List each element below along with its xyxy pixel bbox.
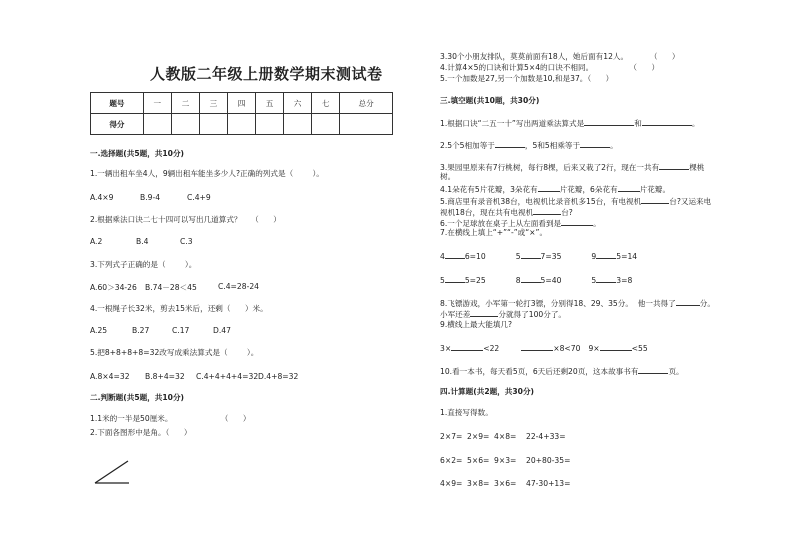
score-cell[interactable] bbox=[284, 114, 312, 135]
calc-item: 3×8= bbox=[467, 479, 490, 488]
section2-heading: 二.判断题(共5题，共10分) bbox=[90, 393, 185, 402]
answer-blank[interactable] bbox=[561, 217, 593, 226]
text: 。 bbox=[610, 141, 618, 150]
fill-question-10 bbox=[440, 365, 684, 377]
text: 3.果园里原来有7行桃树，每行8棵，后来又栽了2行，现在一共有 bbox=[440, 163, 660, 172]
section1-heading: 一.选择题(共5题，共10分) bbox=[90, 149, 185, 158]
text: 4.1朵花有5片花瓣，3朵花有 bbox=[440, 185, 538, 194]
fill-question-2 bbox=[440, 139, 618, 151]
text: 页。 bbox=[668, 367, 684, 376]
score-header-cell: 六 bbox=[284, 93, 312, 114]
text: 9 bbox=[591, 252, 597, 261]
ops-row-2 bbox=[440, 274, 632, 286]
ops-row-1 bbox=[440, 250, 637, 262]
question-1-5: 5.把8+8+8+8=32改写成乘法算式是（ ）。 bbox=[90, 348, 259, 357]
section4-heading: 四.计算题(共2题，共30分) bbox=[440, 387, 535, 396]
score-cell[interactable] bbox=[312, 114, 340, 135]
calc-item: 22-4+33= bbox=[526, 432, 566, 441]
fill-question-7: 7.在横线上填上“+”“-”或“×”。 bbox=[440, 228, 548, 237]
answer-blank[interactable] bbox=[495, 139, 525, 148]
score-table-header-row bbox=[91, 93, 393, 114]
text: 分。 bbox=[699, 299, 715, 308]
calc-item: 6×2= bbox=[440, 456, 463, 465]
answer-blank[interactable] bbox=[538, 183, 560, 192]
option: A.25 bbox=[90, 326, 108, 335]
option: C.4+4+4+4=32 bbox=[196, 372, 259, 381]
text: 。 bbox=[691, 119, 700, 128]
calc-item: 2×7= bbox=[440, 432, 463, 441]
score-header-cell: 四 bbox=[227, 93, 255, 114]
text: 。 bbox=[593, 219, 601, 228]
operator-blank[interactable] bbox=[521, 274, 541, 283]
score-cell[interactable] bbox=[256, 114, 284, 135]
option: B.4 bbox=[136, 237, 149, 246]
answer-blank[interactable] bbox=[600, 342, 632, 351]
operator-blank[interactable] bbox=[445, 250, 465, 259]
option: D.4+8=32 bbox=[258, 372, 299, 381]
score-row-label: 得分 bbox=[91, 114, 144, 135]
text: 5 bbox=[515, 252, 521, 261]
calc-item: 9×3= bbox=[494, 456, 517, 465]
judge-question-4: 4.计算4×5的口诀和计算5×4的口诀不相同。 （ ） bbox=[440, 63, 660, 72]
score-header-cell: 一 bbox=[143, 93, 171, 114]
answer-blank[interactable] bbox=[641, 195, 669, 204]
fill-question-1 bbox=[440, 117, 699, 129]
score-table-score-row bbox=[91, 114, 393, 135]
calc-item: 4×8= bbox=[494, 432, 517, 441]
text: 6=10 bbox=[464, 252, 486, 261]
fill-question-4 bbox=[440, 183, 670, 195]
text: 分就得了100分了。 bbox=[498, 310, 567, 319]
text: 6.一个足球放在桌子上从左面看到是 bbox=[440, 219, 562, 228]
option: B.9-4 bbox=[140, 193, 161, 202]
text: 5=14 bbox=[616, 252, 638, 261]
answer-blank[interactable] bbox=[638, 365, 668, 374]
text: 2.5个5相加等于 bbox=[440, 141, 495, 150]
text: 5 bbox=[440, 276, 445, 285]
score-header-cell: 总分 bbox=[340, 93, 393, 114]
text: 台? bbox=[561, 208, 573, 217]
text: 小军还差 bbox=[440, 310, 471, 319]
option: C.17 bbox=[172, 326, 190, 335]
text: 9× bbox=[588, 344, 600, 353]
score-header-cell: 七 bbox=[312, 93, 340, 114]
calc-item: 5×6= bbox=[467, 456, 490, 465]
text: <22 bbox=[483, 344, 500, 353]
calc-item: 3×6= bbox=[494, 479, 517, 488]
answer-blank[interactable] bbox=[584, 117, 634, 126]
operator-blank[interactable] bbox=[596, 250, 616, 259]
question-1-2: 2.根据乘法口诀二七十四可以写出几道算式？ （ ） bbox=[90, 215, 281, 224]
text: 3=8 bbox=[616, 276, 633, 285]
question-1-3: 3.下列式子正确的是（ ）。 bbox=[90, 260, 197, 269]
text: 棵桃 bbox=[689, 163, 705, 172]
text: ，5和5相乘等于 bbox=[524, 141, 581, 150]
text: <55 bbox=[631, 344, 648, 353]
text: 5=40 bbox=[540, 276, 562, 285]
text: 片花瓣，6朵花有 bbox=[559, 185, 618, 194]
question-1-1: 1.一辆出租车坐4人，9辆出租车能坐多少人?正确的列式是（ ）。 bbox=[90, 169, 324, 178]
text: 5 bbox=[591, 276, 597, 285]
option: B.27 bbox=[132, 326, 150, 335]
option: A.8×4=32 bbox=[90, 372, 130, 381]
answer-blank[interactable] bbox=[451, 342, 483, 351]
answer-blank[interactable] bbox=[521, 342, 553, 351]
text: 8 bbox=[515, 276, 521, 285]
text: 8.飞镖游戏，小军第一轮打3镖，分别得18、29、35分。 他一共得了 bbox=[440, 299, 676, 308]
text: 10.看一本书，每天看5页，6天后还剩20页，这本故事书有 bbox=[440, 367, 639, 376]
score-header-cell: 二 bbox=[171, 93, 199, 114]
score-cell[interactable] bbox=[171, 114, 199, 135]
option: C.4=28-24 bbox=[218, 282, 259, 291]
answer-blank[interactable] bbox=[470, 308, 498, 317]
operator-blank[interactable] bbox=[596, 274, 616, 283]
text: 5.商店里有录音机38台，电视机比录音机多15台，有电视机 bbox=[440, 197, 642, 206]
option: A.4×9 bbox=[90, 193, 114, 202]
page-title: 人教版二年级上册数学期末测试卷 bbox=[150, 65, 383, 83]
judge-question-5: 5.一个加数是27,另一个加数是10,和是37。（ ） bbox=[440, 74, 614, 83]
answer-blank[interactable] bbox=[618, 183, 640, 192]
text: 4 bbox=[440, 252, 445, 261]
calc-item: 20+80-35= bbox=[526, 456, 571, 465]
score-cell[interactable] bbox=[340, 114, 393, 135]
option: B.74－28＜45 bbox=[145, 283, 197, 292]
answer-blank[interactable] bbox=[533, 206, 561, 215]
question-2-2: 2.下面各图形中是角。（ ） bbox=[90, 428, 192, 437]
text: 台?又运来电 bbox=[669, 197, 712, 206]
section3-heading: 三.填空题(共10题，共30分) bbox=[440, 96, 540, 105]
option: C.4+9 bbox=[187, 193, 211, 202]
operator-blank[interactable] bbox=[521, 250, 541, 259]
score-header-cell: 五 bbox=[256, 93, 284, 114]
calc-item: 2×9= bbox=[467, 432, 490, 441]
operator-blank[interactable] bbox=[445, 274, 465, 283]
text: 3× bbox=[440, 344, 452, 353]
score-table bbox=[90, 92, 393, 135]
option: A.60＞34-26 bbox=[90, 283, 137, 292]
option: B.8+4=32 bbox=[145, 372, 185, 381]
score-header-cell: 三 bbox=[199, 93, 227, 114]
answer-blank[interactable] bbox=[659, 161, 689, 170]
fill-question-3 bbox=[440, 161, 704, 173]
angle-figure bbox=[93, 458, 133, 486]
score-cell[interactable] bbox=[199, 114, 227, 135]
calc-question-1: 1.直接写得数。 bbox=[440, 408, 493, 417]
text: 视机18台，现在共有电视机 bbox=[440, 208, 534, 217]
fill-question-3-cont: 树。 bbox=[440, 172, 456, 181]
judge-question-3: 3.30个小朋友排队，莫莫前面有18人，她后面有12人。 （ ） bbox=[440, 52, 680, 61]
inequality-row bbox=[440, 342, 648, 354]
calc-item: 4×9= bbox=[440, 479, 463, 488]
score-cell[interactable] bbox=[143, 114, 171, 135]
score-cell[interactable] bbox=[227, 114, 255, 135]
calc-item: 47-30+13= bbox=[526, 479, 571, 488]
text: 7=35 bbox=[540, 252, 562, 261]
text: 1.根据口诀“二五一十”写出两道乘法算式是 bbox=[440, 119, 585, 128]
fill-question-9: 9.横线上最大能填几? bbox=[440, 320, 513, 329]
option: D.47 bbox=[213, 326, 231, 335]
answer-blank[interactable] bbox=[580, 139, 610, 148]
text: ×8<70 bbox=[553, 344, 581, 353]
question-1-4: 4.一根绳子长32米，剪去15米后，还剩（ ）米。 bbox=[90, 304, 268, 313]
answer-blank[interactable] bbox=[642, 117, 692, 126]
answer-blank[interactable] bbox=[676, 297, 700, 306]
text: 和 bbox=[634, 119, 642, 128]
option: A.2 bbox=[90, 237, 103, 246]
fill-question-8-cont bbox=[440, 308, 566, 320]
score-header-cell: 题号 bbox=[91, 93, 144, 114]
text: 5=25 bbox=[464, 276, 486, 285]
option: C.3 bbox=[180, 237, 193, 246]
text: 片花瓣。 bbox=[639, 185, 671, 194]
question-2-1: 1.1米的一半是50厘米。 （ ） bbox=[90, 414, 251, 423]
